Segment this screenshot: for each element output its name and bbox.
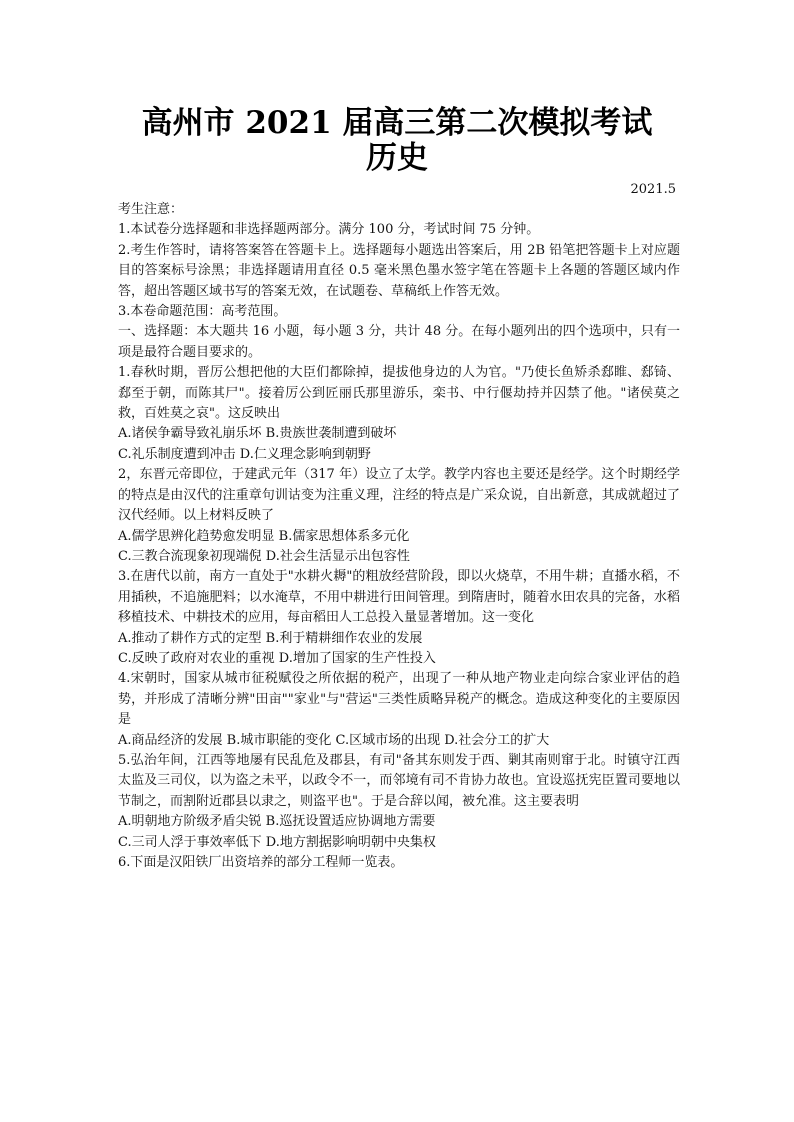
question-stem: 1.春秋时期，晋厉公想把他的大臣们都除掉，提拔他身边的人为官。"乃使长鱼矫杀郄睢、郄锜、郄至于朝，而陈其尸"。接着厉公到匠丽氏那里游乐，栾书、中行偃劫持并囚禁了他。"诸侯莫之救，百姓莫之哀"。这反映出 [118, 365, 680, 422]
question-options: C.反映了政府对农业的重视 D.增加了国家的生产性投入 [118, 650, 436, 666]
question-options: A.商品经济的发展 B.城市职能的变化 C.区域市场的出现 D.社会分工的扩大 [118, 732, 550, 748]
question-stem: 5.弘治年间，江西等地屡有民乱危及郡县，有司"备其东则发于西、剿其南则窜于北。时镇守江西太监及三司仪，以为盗之未平，以政令不一，而邻境有司不肯协力故也。宜设巡抚宪臣置司要地以节制之，而割附近郡县以隶之，则盗平也"。于是合辞以闻，被允准。这主要表明 [118, 752, 680, 809]
question-1 [118, 363, 680, 465]
question-stem: 2，东晋元帝即位，于建武元年（317 年）设立了太学。教学内容也主要还是经学。这个时期经学的特点是由汉代的注重章句训诂变为注重义理，注经的特点是广采众说，自出新意，其成就超过了汉代经师。以上材料反映了 [118, 467, 680, 524]
question-4 [118, 669, 680, 751]
question-3 [118, 567, 680, 669]
question-options: A.推动了耕作方式的定型 B.利于精耕细作农业的发展 [118, 630, 423, 646]
question-options: A.明朝地方阶级矛盾尖锐 B.巡抚设置适应协调地方需要 [118, 814, 436, 830]
exam-date: 2021.5 [630, 182, 676, 197]
notice-heading: 考生注意： [118, 202, 184, 217]
exam-body [118, 200, 680, 873]
question-options: C.礼乐制度遭到冲击 D.仁义理念影响到朝野 [118, 446, 371, 462]
exam-title: 高州市 2021 届高三第二次模拟考试 [141, 105, 653, 141]
question-stem: 3.在唐代以前，南方一直处于"水耕火耨"的粗放经营阶段，即以火烧草，不用牛耕；直播水稻，不用插秧，不追施肥料；以水淹草，不用中耕进行田间管理。到隋唐时，随着水田农具的完备，水稻移植技术、中耕技术的应用，每亩稻田人工总投入量显著增加。这一变化 [118, 569, 680, 626]
notice-item-3: 3.本卷命题范围：高考范围。 [118, 304, 287, 320]
question-5 [118, 751, 680, 853]
subject-title: 历史 [366, 140, 428, 176]
section-heading: 一、选择题：本大题共 16 小题，每小题 3 分，共计 48 分。在每小题列出的四个选项中，只有一项是最符合题目要求的。 [118, 324, 680, 360]
notice-item-1: 1.本试卷分选择题和非选择题两部分。满分 100 分，考试时间 75 分钟。 [118, 222, 540, 238]
question-options: A.诸侯争霸导致礼崩乐坏 B.贵族世袭制遭到破坏 [118, 426, 397, 442]
question-2 [118, 465, 680, 567]
notice-item-2: 2.考生作答时，请将答案答在答题卡上。选择题每小题选出答案后，用 2B 铅笔把答题卡上对应题目的答案标号涂黑；非选择题请用直径 0.5 毫米黑色墨水签字笔在答题卡上各题的答题区域内作答，超出答题区域书写的答案无效，在试题卷、草稿纸上作答无效。 [118, 242, 680, 299]
question-stem: 6.下面是汉阳铁厂出资培养的部分工程师一览表。 [118, 855, 404, 870]
question-options: A.儒学思辨化趋势愈发明显 B.儒家思想体系多元化 [118, 528, 410, 544]
question-options: C.三司人浮于事效率低下 D.地方割据影响明朝中央集权 [118, 834, 436, 850]
question-stem: 4.宋朝时，国家从城市征税赋役之所依据的税产，出现了一种从地产物业走向综合家业评估的趋势，并形成了清晰分辨"田亩""家业"与"营运"三类性质略异税产的概念。造成这种变化的主要原因是 [118, 671, 680, 728]
question-6 [118, 853, 680, 873]
question-options: C.三教合流现象初现端倪 D.社会生活显示出包容性 [118, 548, 410, 564]
